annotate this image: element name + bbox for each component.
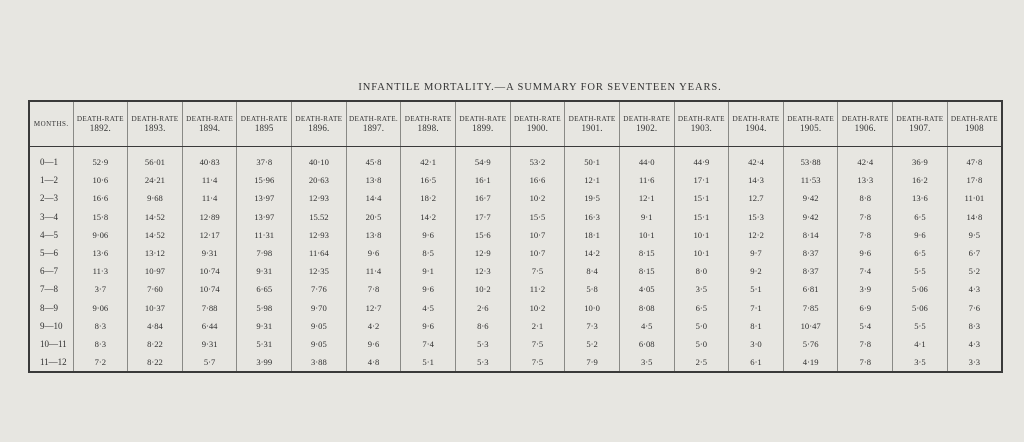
column-label: DEATH-RATE	[513, 115, 561, 123]
column-year: 1897.	[362, 123, 385, 133]
month-cell: 3—4	[29, 208, 73, 226]
table-row	[29, 335, 1002, 353]
rate-cell: 17·1	[674, 171, 729, 189]
rate-cell: 3·88	[292, 353, 347, 372]
rate-cell: 9·31	[237, 262, 292, 280]
rate-cell: 8·37	[783, 244, 838, 262]
rate-cell: 11·01	[947, 189, 1002, 207]
rate-cell: 6·5	[893, 244, 948, 262]
rate-cell: 6·1	[729, 353, 784, 372]
rate-cell: 10·2	[510, 189, 565, 207]
rate-cell: 4·5	[401, 299, 456, 317]
rate-cell: 15·96	[237, 171, 292, 189]
rate-cell: 3·5	[893, 353, 948, 372]
rate-cell: 13·97	[237, 208, 292, 226]
rate-cell: 8·4	[565, 262, 620, 280]
rate-cell: 8·0	[674, 262, 729, 280]
column-label: DEATH-RATE	[240, 115, 288, 123]
rate-cell: 16·1	[455, 171, 510, 189]
column-year: 1904.	[745, 123, 767, 133]
rate-cell: 7·98	[237, 244, 292, 262]
rate-cell: 5·1	[729, 280, 784, 298]
rate-cell: 6·7	[947, 244, 1002, 262]
rate-cell: 8·22	[128, 335, 183, 353]
column-label: DEATH-RATE	[404, 115, 452, 123]
rate-cell: 47·8	[947, 147, 1002, 172]
rate-cell: 9·42	[783, 208, 838, 226]
rate-cell: 15·1	[674, 189, 729, 207]
rate-cell: 5·7	[182, 353, 237, 372]
rate-cell: 12·9	[455, 244, 510, 262]
rate-cell: 4·5	[619, 317, 674, 335]
rate-cell: 14·4	[346, 189, 401, 207]
column-label: DEATH-RATE.	[349, 115, 399, 123]
column-label: DEATH-RATE	[841, 115, 889, 123]
rate-cell: 15·5	[510, 208, 565, 226]
table-row	[29, 244, 1002, 262]
rate-cell: 6·5	[893, 208, 948, 226]
rate-cell: 19·5	[565, 189, 620, 207]
rate-cell: 24·21	[128, 171, 183, 189]
rate-cell: 7·3	[565, 317, 620, 335]
month-cell: 11—12	[29, 353, 73, 372]
rate-cell: 16·6	[510, 171, 565, 189]
rate-cell: 7·4	[401, 335, 456, 353]
rate-cell: 12.7	[729, 189, 784, 207]
rate-cell: 7·2	[73, 353, 128, 372]
rate-cell: 13·8	[346, 226, 401, 244]
rate-cell: 9·1	[619, 208, 674, 226]
rate-cell: 10·1	[619, 226, 674, 244]
rate-cell: 16·3	[565, 208, 620, 226]
rate-cell: 10·0	[565, 299, 620, 317]
rate-cell: 7·5	[510, 262, 565, 280]
rate-cell: 8·08	[619, 299, 674, 317]
rate-cell: 12·1	[619, 189, 674, 207]
header-row	[29, 101, 1002, 147]
rate-cell: 8·1	[729, 317, 784, 335]
rate-cell: 11·3	[73, 262, 128, 280]
rate-cell: 5·5	[893, 317, 948, 335]
rate-cell: 11·4	[346, 262, 401, 280]
table-row	[29, 262, 1002, 280]
month-cell: 1—2	[29, 171, 73, 189]
rate-cell: 9·5	[947, 226, 1002, 244]
rate-cell: 54·9	[455, 147, 510, 172]
rate-cell: 9·68	[128, 189, 183, 207]
rate-cell: 11·4	[182, 171, 237, 189]
column-year: 1892.	[89, 123, 111, 133]
rate-cell: 8·14	[783, 226, 838, 244]
rate-cell: 13·6	[893, 189, 948, 207]
year-header	[838, 101, 893, 147]
rate-cell: 17·8	[947, 171, 1002, 189]
column-year: 1895	[254, 123, 274, 133]
rate-cell: 4·8	[346, 353, 401, 372]
rate-cell: 10·6	[73, 171, 128, 189]
rate-cell: 7·5	[510, 335, 565, 353]
year-header	[783, 101, 838, 147]
column-year: 1903.	[690, 123, 712, 133]
rate-cell: 5·4	[838, 317, 893, 335]
column-label: DEATH-RATE	[76, 115, 124, 123]
rate-cell: 11·31	[237, 226, 292, 244]
rate-cell: 4·19	[783, 353, 838, 372]
rate-cell: 8·37	[783, 262, 838, 280]
rate-cell: 7·9	[565, 353, 620, 372]
rate-cell: 52·9	[73, 147, 128, 172]
rate-cell: 10·74	[182, 280, 237, 298]
rate-cell: 3·9	[838, 280, 893, 298]
year-header	[674, 101, 729, 147]
rate-cell: 3·3	[947, 353, 1002, 372]
rate-cell: 9·31	[182, 244, 237, 262]
rate-cell: 40·83	[182, 147, 237, 172]
year-header	[292, 101, 347, 147]
rate-cell: 12·7	[346, 299, 401, 317]
rate-cell: 7·88	[182, 299, 237, 317]
rate-cell: 12·89	[182, 208, 237, 226]
rate-cell: 18·2	[401, 189, 456, 207]
rate-cell: 9·06	[73, 299, 128, 317]
year-header	[128, 101, 183, 147]
rate-cell: 15·8	[73, 208, 128, 226]
rate-cell: 10·97	[128, 262, 183, 280]
rate-cell: 6·44	[182, 317, 237, 335]
table-row	[29, 280, 1002, 298]
rate-cell: 4·2	[346, 317, 401, 335]
rate-cell: 12·93	[292, 189, 347, 207]
rate-cell: 13·3	[838, 171, 893, 189]
year-header	[182, 101, 237, 147]
rate-cell: 5·3	[455, 353, 510, 372]
rate-cell: 5·2	[947, 262, 1002, 280]
rate-cell: 7·5	[510, 353, 565, 372]
rate-cell: 11·6	[619, 171, 674, 189]
rate-cell: 15.52	[292, 208, 347, 226]
column-year: 1906.	[854, 123, 876, 133]
rate-cell: 2·6	[455, 299, 510, 317]
month-cell: 4—5	[29, 226, 73, 244]
rate-cell: 3·99	[237, 353, 292, 372]
rate-cell: 53·2	[510, 147, 565, 172]
rate-cell: 9·6	[346, 335, 401, 353]
rate-cell: 14·52	[128, 226, 183, 244]
rate-cell: 10·47	[783, 317, 838, 335]
rate-cell: 6·08	[619, 335, 674, 353]
table-row	[29, 147, 1002, 172]
rate-cell: 36·9	[893, 147, 948, 172]
rate-cell: 4·05	[619, 280, 674, 298]
month-cell: 5—6	[29, 244, 73, 262]
rate-cell: 6·65	[237, 280, 292, 298]
rate-cell: 12·35	[292, 262, 347, 280]
year-header	[947, 101, 1002, 147]
rate-cell: 5·0	[674, 317, 729, 335]
rate-cell: 5·1	[401, 353, 456, 372]
rate-cell: 20·63	[292, 171, 347, 189]
rate-cell: 6·9	[838, 299, 893, 317]
rate-cell: 4·3	[947, 280, 1002, 298]
rate-cell: 3·0	[729, 335, 784, 353]
rate-cell: 3·5	[619, 353, 674, 372]
rate-cell: 14·8	[947, 208, 1002, 226]
rate-cell: 7·60	[128, 280, 183, 298]
rate-cell: 9·05	[292, 335, 347, 353]
year-header	[619, 101, 674, 147]
rate-cell: 5·06	[893, 299, 948, 317]
rate-cell: 13·97	[237, 189, 292, 207]
table-row	[29, 189, 1002, 207]
rate-cell: 10·7	[510, 244, 565, 262]
rate-cell: 10·1	[674, 244, 729, 262]
column-year: 1907.	[909, 123, 931, 133]
rate-cell: 6·81	[783, 280, 838, 298]
rate-cell: 12·17	[182, 226, 237, 244]
table-body	[29, 147, 1002, 373]
rate-cell: 7·8	[838, 226, 893, 244]
rate-cell: 5·0	[674, 335, 729, 353]
year-header	[455, 101, 510, 147]
rate-cell: 14·3	[729, 171, 784, 189]
column-year: 1905.	[800, 123, 822, 133]
column-year: 1893.	[144, 123, 166, 133]
months-header: MONTHS.	[29, 101, 73, 147]
rate-cell: 9·70	[292, 299, 347, 317]
rate-cell: 53·88	[783, 147, 838, 172]
rate-cell: 15·3	[729, 208, 784, 226]
column-year: 1901.	[581, 123, 603, 133]
column-label: DEATH-RATE	[186, 115, 234, 123]
year-header	[237, 101, 292, 147]
year-header	[893, 101, 948, 147]
table-row	[29, 208, 1002, 226]
rate-cell: 16·7	[455, 189, 510, 207]
rate-cell: 7·8	[838, 208, 893, 226]
rate-cell: 16·5	[401, 171, 456, 189]
rate-cell: 14·2	[565, 244, 620, 262]
page-title: INFANTILE MORTALITY.—A SUMMARY FOR SEVENTEEN YEARS.	[358, 82, 722, 93]
rate-cell: 15·6	[455, 226, 510, 244]
year-header	[346, 101, 401, 147]
rate-cell: 10·7	[510, 226, 565, 244]
rate-cell: 9·6	[401, 280, 456, 298]
rate-cell: 8·3	[73, 317, 128, 335]
rate-cell: 5·5	[893, 262, 948, 280]
rate-cell: 10·1	[674, 226, 729, 244]
column-year: 1896.	[308, 123, 330, 133]
rate-cell: 8·6	[455, 317, 510, 335]
rate-cell: 40·10	[292, 147, 347, 172]
rate-cell: 8·3	[947, 317, 1002, 335]
column-label: DEATH-RATE	[459, 115, 507, 123]
rate-cell: 16·6	[73, 189, 128, 207]
column-label: DEATH-RATE	[787, 115, 835, 123]
rate-cell: 10·2	[455, 280, 510, 298]
column-label: DEATH-RATE	[295, 115, 343, 123]
column-year: 1899.	[472, 123, 494, 133]
rate-cell: 42·4	[729, 147, 784, 172]
rate-cell: 9·6	[401, 226, 456, 244]
rate-cell: 5·31	[237, 335, 292, 353]
rate-cell: 13·6	[73, 244, 128, 262]
year-header	[73, 101, 128, 147]
rate-cell: 9·31	[182, 335, 237, 353]
table-row	[29, 226, 1002, 244]
rate-cell: 9·6	[346, 244, 401, 262]
rate-cell: 13·12	[128, 244, 183, 262]
rate-cell: 9·6	[893, 226, 948, 244]
rate-cell: 5·8	[565, 280, 620, 298]
rate-cell: 37·8	[237, 147, 292, 172]
rate-cell: 4·3	[947, 335, 1002, 353]
rate-cell: 44·0	[619, 147, 674, 172]
month-cell: 6—7	[29, 262, 73, 280]
rate-cell: 7·8	[346, 280, 401, 298]
rate-cell: 12·2	[729, 226, 784, 244]
rate-cell: 18·1	[565, 226, 620, 244]
year-header	[401, 101, 456, 147]
rate-cell: 9·05	[292, 317, 347, 335]
rate-cell: 7·85	[783, 299, 838, 317]
rate-cell: 9·2	[729, 262, 784, 280]
mortality-table	[28, 100, 1003, 373]
column-label: DEATH-RATE	[896, 115, 944, 123]
rate-cell: 8·15	[619, 244, 674, 262]
rate-cell: 9·06	[73, 226, 128, 244]
table-row	[29, 171, 1002, 189]
rate-cell: 3·5	[674, 280, 729, 298]
rate-cell: 5·3	[455, 335, 510, 353]
rate-cell: 9·31	[237, 317, 292, 335]
column-label: DEATH-RATE	[568, 115, 616, 123]
column-year: 1902.	[636, 123, 658, 133]
rate-cell: 14·52	[128, 208, 183, 226]
month-cell: 0—1	[29, 147, 73, 172]
year-header	[565, 101, 620, 147]
rate-cell: 9·1	[401, 262, 456, 280]
month-cell: 9—10	[29, 317, 73, 335]
rate-cell: 56·01	[128, 147, 183, 172]
column-label: DEATH-RATE	[732, 115, 780, 123]
year-header	[510, 101, 565, 147]
rate-cell: 5·06	[893, 280, 948, 298]
rate-cell: 8·5	[401, 244, 456, 262]
column-year: 1898.	[417, 123, 439, 133]
rate-cell: 7·76	[292, 280, 347, 298]
rate-cell: 10·37	[128, 299, 183, 317]
rate-cell: 11·64	[292, 244, 347, 262]
rate-cell: 8·15	[619, 262, 674, 280]
rate-cell: 7·4	[838, 262, 893, 280]
rate-cell: 8·3	[73, 335, 128, 353]
rate-cell: 2·1	[510, 317, 565, 335]
rate-cell: 8·8	[838, 189, 893, 207]
rate-cell: 9·6	[838, 244, 893, 262]
rate-cell: 12·93	[292, 226, 347, 244]
rate-cell: 42·4	[838, 147, 893, 172]
rate-cell: 44·9	[674, 147, 729, 172]
rate-cell: 14·2	[401, 208, 456, 226]
rate-cell: 2·5	[674, 353, 729, 372]
month-cell: 10—11	[29, 335, 73, 353]
table-row	[29, 353, 1002, 372]
rate-cell: 16·2	[893, 171, 948, 189]
rate-cell: 5·76	[783, 335, 838, 353]
column-label: DEATH-RATE	[623, 115, 671, 123]
rate-cell: 9·7	[729, 244, 784, 262]
rate-cell: 17·7	[455, 208, 510, 226]
month-cell: 2—3	[29, 189, 73, 207]
table-row	[29, 317, 1002, 335]
rate-cell: 9·42	[783, 189, 838, 207]
column-year: 1908	[964, 123, 984, 133]
rate-cell: 11·4	[182, 189, 237, 207]
month-cell: 7—8	[29, 280, 73, 298]
rate-cell: 42·1	[401, 147, 456, 172]
rate-cell: 12·3	[455, 262, 510, 280]
column-year: 1894.	[198, 123, 221, 133]
rate-cell: 4·1	[893, 335, 948, 353]
rate-cell: 8·22	[128, 353, 183, 372]
rate-cell: 10·2	[510, 299, 565, 317]
rate-cell: 15·1	[674, 208, 729, 226]
rate-cell: 9·6	[401, 317, 456, 335]
rate-cell: 12·1	[565, 171, 620, 189]
rate-cell: 50·1	[565, 147, 620, 172]
rate-cell: 20·5	[346, 208, 401, 226]
rate-cell: 5·98	[237, 299, 292, 317]
rate-cell: 4·84	[128, 317, 183, 335]
rate-cell: 45·8	[346, 147, 401, 172]
year-header	[729, 101, 784, 147]
column-label: DEATH-RATE	[950, 115, 998, 123]
rate-cell: 11·2	[510, 280, 565, 298]
mortality-table-container	[28, 100, 1003, 373]
rate-cell: 13·8	[346, 171, 401, 189]
column-label: DEATH-RATE	[677, 115, 725, 123]
rate-cell: 3·7	[73, 280, 128, 298]
month-cell: 8—9	[29, 299, 73, 317]
rate-cell: 10·74	[182, 262, 237, 280]
rate-cell: 6·5	[674, 299, 729, 317]
rate-cell: 7·6	[947, 299, 1002, 317]
column-label: DEATH-RATE	[131, 115, 179, 123]
rate-cell: 7·8	[838, 335, 893, 353]
table-row	[29, 299, 1002, 317]
column-year: 1900.	[526, 123, 549, 133]
rate-cell: 5·2	[565, 335, 620, 353]
rate-cell: 7·1	[729, 299, 784, 317]
rate-cell: 7·8	[838, 353, 893, 372]
rate-cell: 11·53	[783, 171, 838, 189]
